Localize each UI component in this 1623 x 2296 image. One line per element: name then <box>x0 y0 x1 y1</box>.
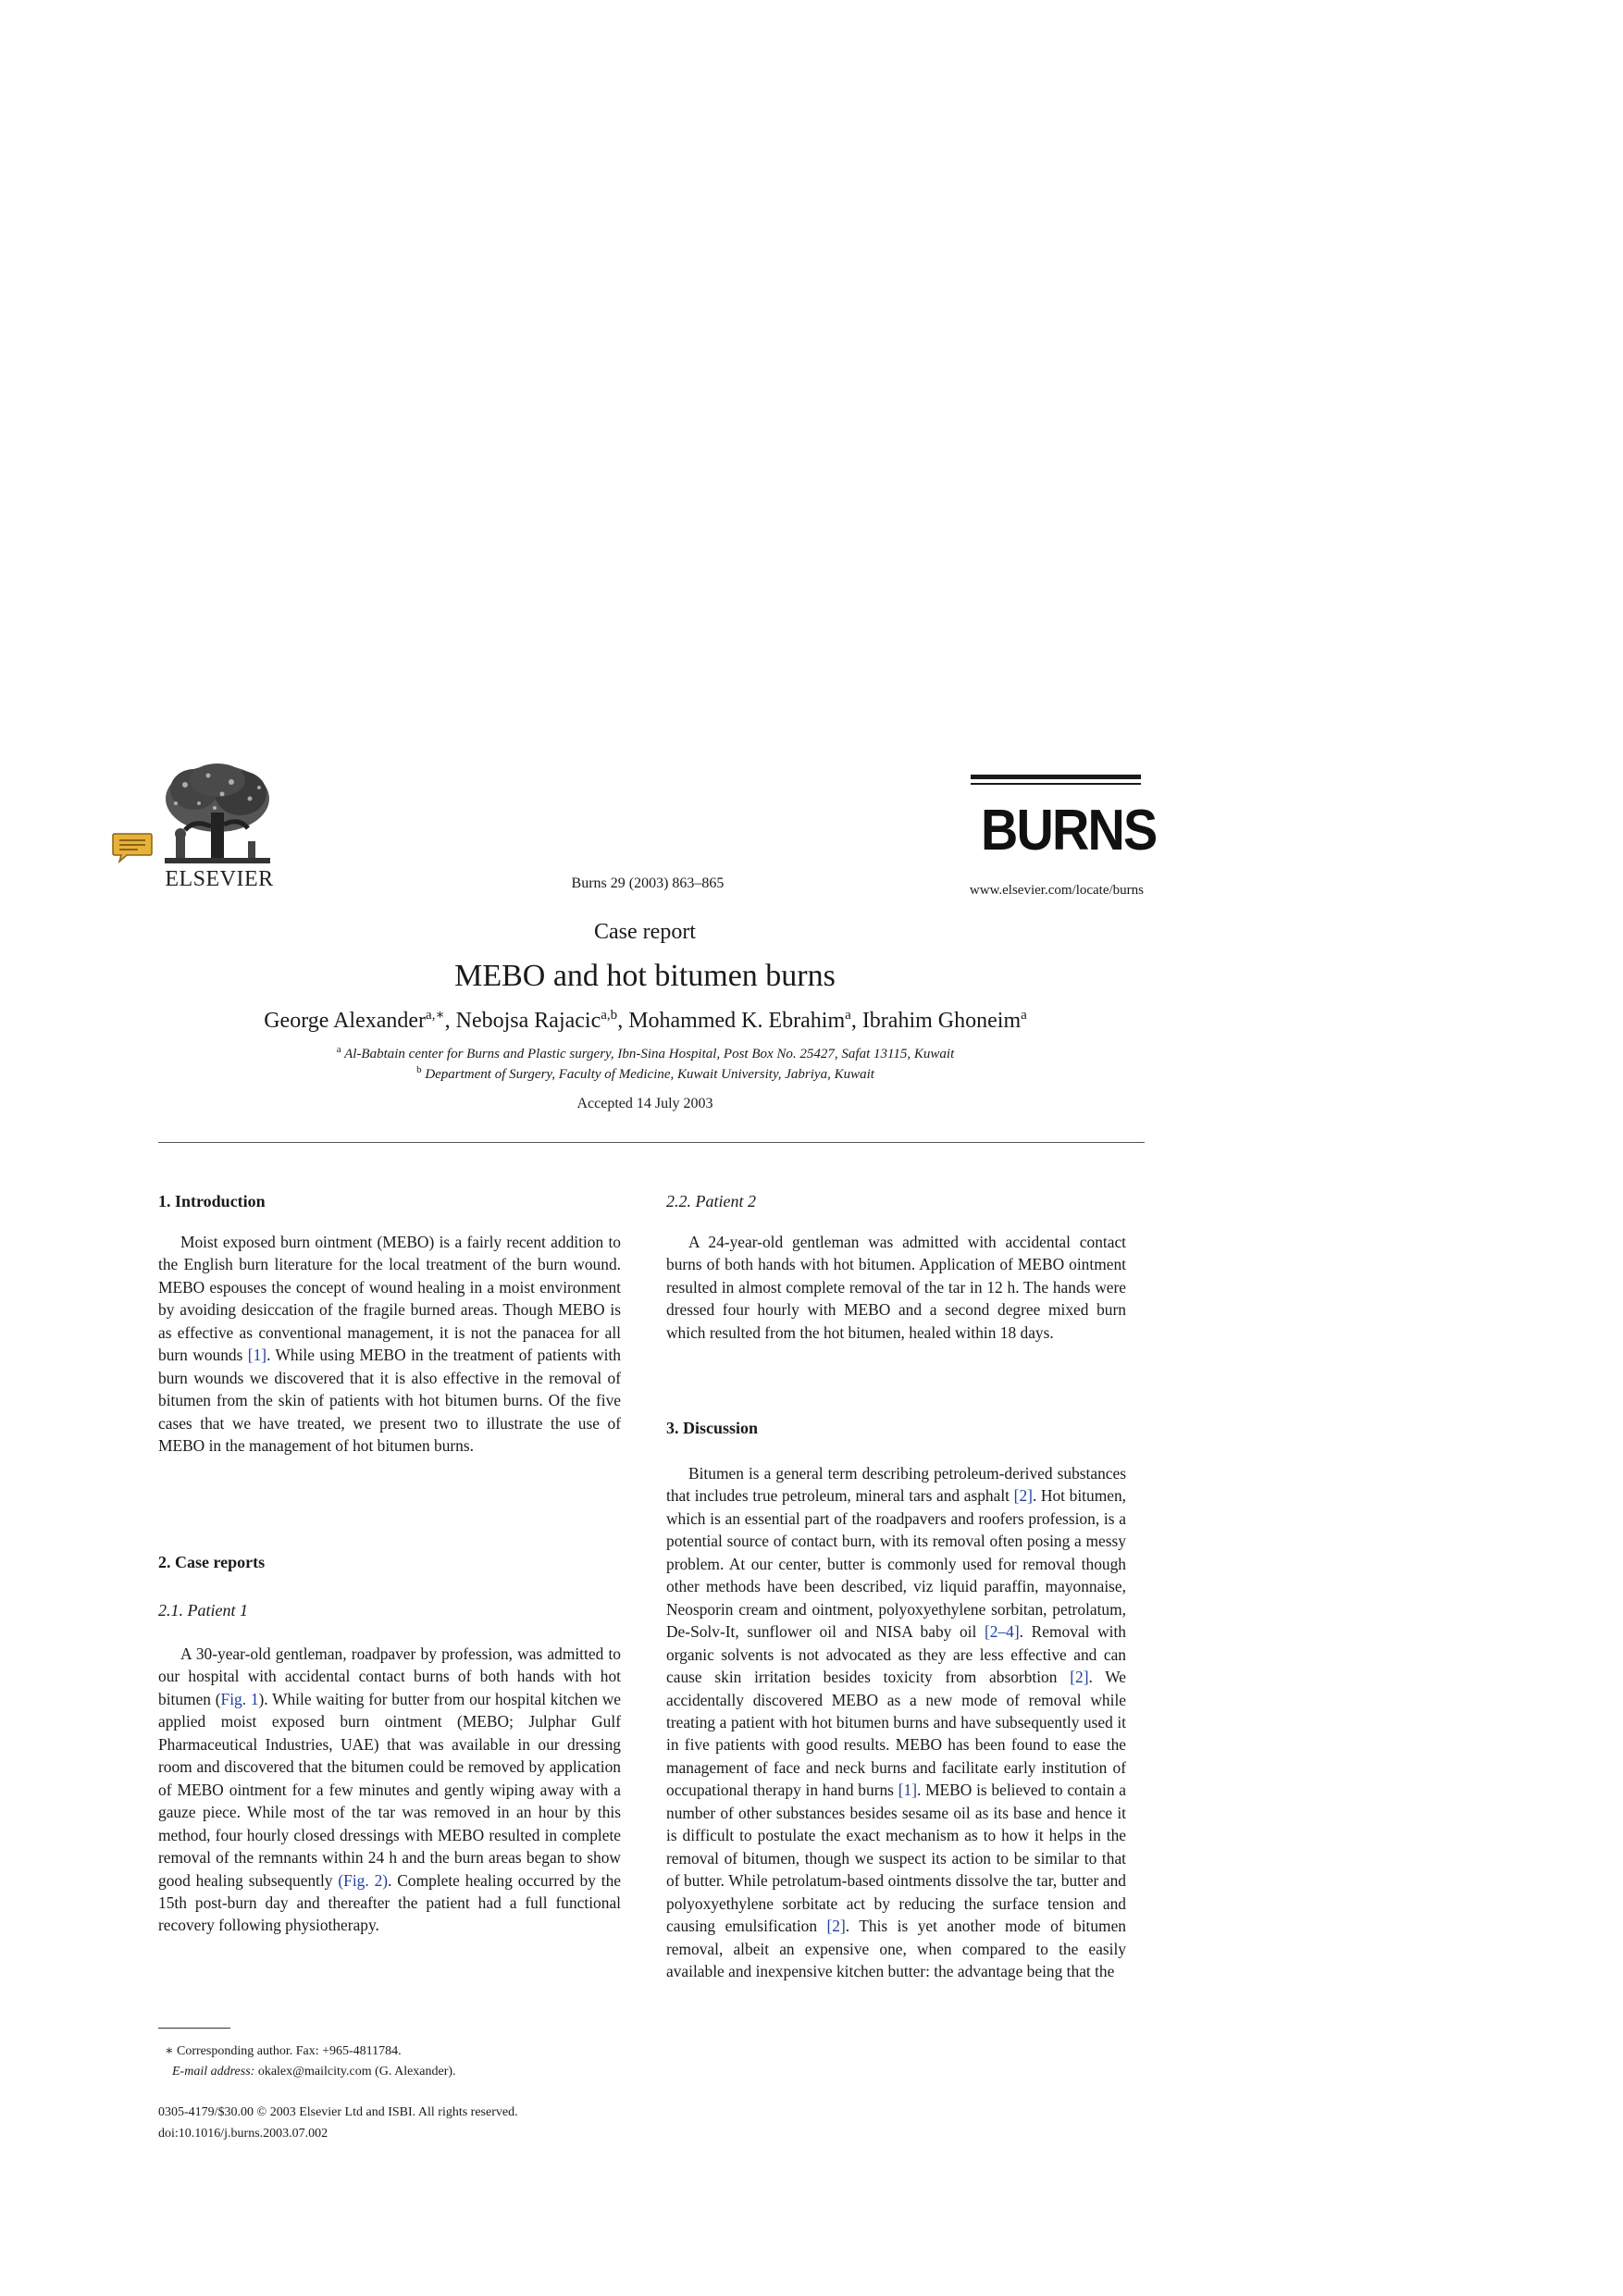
author-name: Mohammed K. Ebrahim <box>628 1009 846 1033</box>
author-name: George Alexander <box>264 1009 427 1033</box>
article-type: Case report <box>594 920 696 944</box>
article-title: MEBO and hot bitumen burns <box>454 959 836 993</box>
body-text: . We accidentally discovered MEBO as a new mode of removal while treating a patient with hot bitumen burns and have subsequently used it in five patients with good results. MEBO has been found to ease the management of face and neck burns and facilitate early institution of occupational therapy in hand burns <box>666 1668 1126 1800</box>
body-text: . Complete healing occurred by the 15th post-burn day and thereafter the patient had a full functional recovery following physiotherapy. <box>158 1870 621 1935</box>
affiliation-text: Department of Surgery, Faculty of Medicine, Kuwait University, Jabriya, Kuwait <box>425 1067 874 1082</box>
affiliation-mark: b <box>416 1064 422 1075</box>
affiliation-text: Al-Babtain center for Burns and Plastic surgery, Ibn-Sina Hospital, Post Box No. 25427, Safat 13115, Kuwait <box>344 1047 955 1061</box>
journal-url[interactable]: www.elsevier.com/locate/burns <box>969 883 1144 898</box>
body-text: . While using MEBO in the treatment of patients with burn wounds we discovered that it is also effective in the removal of bitumen from the skin of patients with hot bitumen burns. Of the five cases that we have treated, we present two to illustrate the use of MEBO in the management of hot bitumen burns. <box>158 1346 621 1456</box>
author-name: Nebojsa Rajacic <box>455 1009 601 1033</box>
header-divider <box>158 1142 1145 1143</box>
affiliation <box>185 1064 1106 1083</box>
email-address[interactable]: okalex@mailcity.com (G. Alexander). <box>254 2065 456 2079</box>
note-icon[interactable] <box>112 832 153 863</box>
journal-citation: Burns 29 (2003) 863–865 <box>571 875 725 891</box>
author-separator: , <box>617 1009 629 1033</box>
body-text: . Removal with organic solvents is not advocated as they are less effective and can cause skin irritation besides toxicity from absorbtion <box>666 1622 1126 1687</box>
citation-link[interactable]: [2] <box>826 1917 846 1936</box>
body-text: A 30-year-old gentleman, roadpaver by profession, was admitted to our hospital with accidental contact burns of both hands with hot bitumen ( <box>158 1644 621 1708</box>
accepted-date: Accepted 14 July 2003 <box>576 1096 713 1111</box>
affiliation <box>185 1044 1106 1062</box>
discussion-paragraph <box>666 1462 1126 1982</box>
author-affiliation-mark[interactable]: a <box>845 1008 851 1023</box>
email-label: E-mail address: <box>172 2065 255 2079</box>
author-separator: , <box>850 1009 862 1033</box>
author-name: Ibrahim Ghoneim <box>861 1009 1022 1033</box>
email-note <box>172 2065 616 2079</box>
footnote-rule <box>158 2028 230 2029</box>
author-separator: , <box>444 1009 456 1033</box>
author-affiliation-mark[interactable]: a,∗ <box>426 1008 445 1023</box>
citation-link[interactable]: [2–4] <box>985 1622 1020 1642</box>
section-heading-discussion: 3. Discussion <box>666 1419 759 1437</box>
citation-link[interactable]: [2] <box>1070 1668 1089 1687</box>
body-text: Moist exposed burn ointment (MEBO) is a fairly recent addition to the English burn literature for the local treatment of the burn wound. MEBO espouses the concept of wound healing in a moist environment by avoiding desiccation of the fragile burned areas. Though MEBO is as effective as conventional management, it is not the panacea for all burn wounds <box>158 1233 621 1365</box>
patient-2-paragraph <box>666 1231 1126 1344</box>
citation-link[interactable]: [1] <box>898 1781 917 1800</box>
body-text: . Hot bitumen, which is an essential part of the roadpavers and roofers profession, is a potential source of contact burn, with its removal often posing a messy problem. At our center, butter is commonly used for removal though other methods have been described, viz liquid paraffin, mayonnaise, Neosporin cream and ointment, polyoxyethylene sorbitan, petrolatum, De-Solv-It, sunflower oil and NISA baby oil <box>666 1486 1126 1642</box>
body-text: ). While waiting for butter from our hospital kitchen we applied moist exposed burn ointment (MEBO; Julphar Gulf Pharmaceutical Industries, UAE) that was available in our dressing room and discovered that the bitumen could be removed by application of MEBO ointment for a few minutes and gently wiping away with a gauze piece. While most of the tar was removed in an hour by this method, four hourly closed dressings with MEBO resulted in complete removal of the remnants within 24 h and the burn areas began to show good healing subsequently <box>158 1689 621 1890</box>
copyright-line: 0305-4179/$30.00 © 2003 Elsevier Ltd and ISBI. All rights reserved. <box>158 2105 518 2119</box>
author-list <box>148 1006 1143 1034</box>
author-affiliation-mark[interactable]: a <box>1021 1008 1027 1023</box>
body-text: . This is yet another mode of bitumen removal, albeit an expensive one, when compared to the easily available and inexpensive kitchen butter: the advantage being that the <box>666 1917 1126 1980</box>
subsection-heading-patient-2: 2.2. Patient 2 <box>666 1192 756 1210</box>
corresponding-author-note: ∗ Corresponding author. Fax: +965-4811784. <box>165 2044 402 2058</box>
affiliation-mark: a <box>336 1044 341 1055</box>
elsevier-tree-logo <box>157 762 278 871</box>
citation-link[interactable]: (Fig. 2) <box>338 1870 389 1890</box>
body-text: Bitumen is a general term describing petroleum-derived substances that includes true petroleum, mineral tars and asphalt <box>666 1464 1126 1506</box>
doi-line[interactable]: doi:10.1016/j.burns.2003.07.002 <box>158 2127 328 2141</box>
section-heading-introduction: 1. Introduction <box>158 1192 266 1210</box>
citation-link[interactable]: [1] <box>247 1346 267 1365</box>
citation-link[interactable]: Fig. 1 <box>220 1689 259 1708</box>
patient-1-paragraph <box>158 1643 621 1937</box>
journal-logo: BURNS <box>981 799 1157 863</box>
section-heading-case-reports: 2. Case reports <box>158 1553 266 1571</box>
citation-link[interactable]: [2] <box>1013 1486 1033 1506</box>
introduction-paragraph <box>158 1231 621 1458</box>
body-text: A 24-year-old gentleman was admitted with accidental contact burns of both hands with hot bitumen. Application of MEBO ointment resulted in almost complete removal of the tar in 12 h. The hands were dressed four hourly with MEBO and a second degree mixed burn which resulted from the hot bitumen, healed within 18 days. <box>666 1233 1126 1342</box>
publisher-name: ELSEVIER <box>165 867 274 891</box>
subsection-heading-patient-1: 2.1. Patient 1 <box>158 1601 248 1620</box>
author-affiliation-mark[interactable]: a,b <box>601 1008 618 1023</box>
body-text: . MEBO is believed to contain a number of other substances besides sesame oil as its base and hence it is difficult to postulate the exact mechanism as to how it helps in the removal of bitumen, though we suspect its action to be similar to that of butter. While petrolatum-based ointments dissolve the tar, butter and polyoxyethylene sorbitate act by reducing the surface tension and causing emulsification <box>666 1781 1126 1936</box>
masthead-rule <box>971 775 1141 779</box>
masthead-rule-thin <box>971 783 1141 785</box>
